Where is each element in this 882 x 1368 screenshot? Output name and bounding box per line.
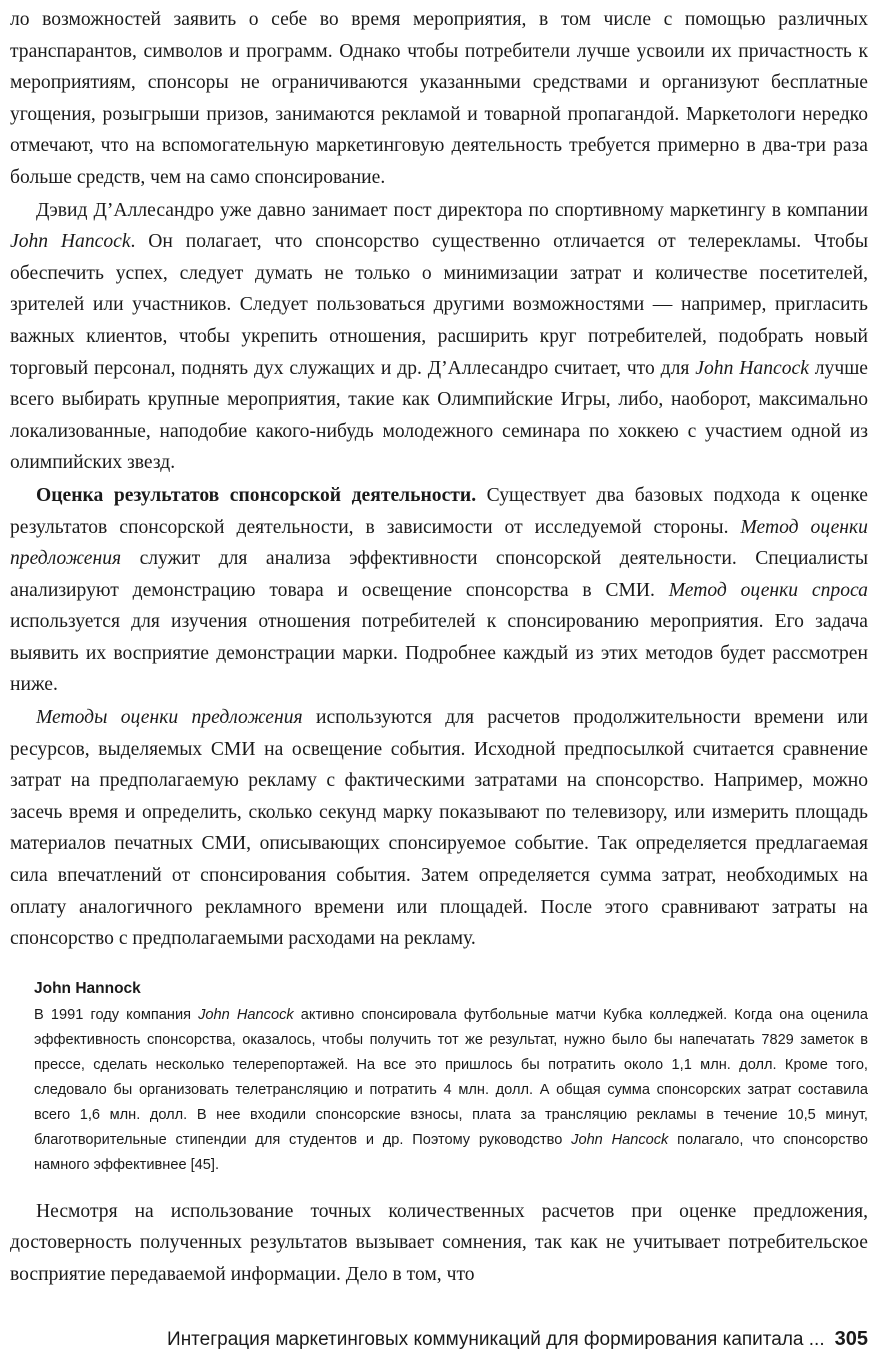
- method-term: Методы оценки предложения: [36, 707, 303, 729]
- company-name: John Hancock: [571, 1131, 669, 1148]
- case-study-title: John Hannock: [34, 979, 141, 997]
- method-term: Метод оценки спроса: [668, 579, 868, 601]
- method-term: Метод оценки предложения: [10, 516, 868, 570]
- company-name: John Hancock: [198, 1006, 294, 1023]
- running-title: Интеграция маркетинговых коммуникаций для формирования капитала ...: [167, 1329, 825, 1350]
- company-name: John Hancock: [10, 231, 131, 253]
- paragraph-dallesandro: Дэвид Д’Аллесандро уже давно занимает пост директора по спортивному маркетингу в компании John Hancock. Он полагает, что спонсорство существенно отличается от телерекламы. Чтобы обеспечить успех, следует думать не только о минимизации затрат и количестве посетителей, зрителей или участников. Следует пользоваться другими возможностями — например, пригласить важных клиентов, чтобы укрепить отношения, расширить круг потребителей, подобрать новый торговый персонал, поднять дух служащих и др. Д’Аллесандро считает, что для John Hancock лучше всего выбирать крупные мероприятия, такие как Олимпийские Игры, либо, наоборот, максимально локализованные, наподобие какого-нибудь молодежного семинара по хоккею с участием одной из олимпийских звезд.: [10, 199, 868, 474]
- paragraph-evaluation: Оценка результатов спонсорской деятельности. Существует два базовых подхода к оценке результатов спонсорской деятельности, в зависимости от исследуемой стороны. Метод оценки предложения служит для анализа эффективности спонсорской деятельности. Специалисты анализируют демонстрацию товара и освещение спонсорства в СМИ. Метод оценки спроса используется для изучения отношения потребителей к спонсированию мероприятия. Его задача выявить их восприятие демонстрации марки. Подробнее каждый из этих методов будет рассмотрен ниже.: [10, 484, 868, 696]
- case-study-text: В 1991 году компания John Hancock активно спонсировала футбольные матчи Кубка колледжей. Когда она оценила эффективность спонсорства, оказалось, чтобы получить тот же результат, нужно было бы напечатать 7829 заметок в прессе, сделать несколько телерепортажей. На все это пришлось бы потратить около 1,1 млн. долл. Кроме того, следовало бы организовать телетрансляцию и потратить 4 млн. долл. А общая сумма спонсорских затрат составила всего 1,6 млн. долл. В нее входили спонсорские взносы, плата за трансляцию рекламы в течение 10,5 минут, благотворительные стипендии для студентов и др. Поэтому руководство John Hancock полагало, что спонсорство намного эффективнее [45].: [34, 1006, 868, 1173]
- paragraph-continuation: ло возможностей заявить о себе во время мероприятия, в том числе с помощью различных транспарантов, символов и программ. Однако чтобы потребители лучше усвоили их причастность к мероприятиям, спонсоры не ограничиваются указанными средствами и организуют бесплатные угощения, розыгрыши призов, занимаются рекламой и товарной пропагандой. Маркетологи нередко отмечают, что на вспомогательную маркетинговую деятельность требуется примерно в два-три раза больше средств, чем на само спонсирование.: [10, 9, 868, 188]
- page-footer: [0, 1326, 868, 1353]
- paragraph-reliability: Несмотря на использование точных количественных расчетов при оценке предложения, достоверность полученных результатов вызывает сомнения, так как не учитывает потребительское восприятие передаваемой информации. Дело в том, что: [10, 1200, 868, 1285]
- run-in-heading: Оценка результатов спонсорской деятельности.: [36, 484, 477, 506]
- paragraph-supply-methods: Методы оценки предложения используются для расчетов продолжительности времени или ресурсов, выделяемых СМИ на освещение события. Исходной предпосылкой считается сравнение затрат на предполагаемую рекламу с фактическими затратами на спонсорство. Например, можно засечь время и определить, сколько секунд марку показывают по телевизору, или измерить площадь материалов печатных СМИ, описывающих спонсируемое событие. Так определяется предлагаемая сила впечатлений от спонсирования события. Затем определяется сумма затрат, необходимых на оплату аналогичного рекламного времени или площадей. После этого сравнивают затраты на спонсорство с предполагаемыми расходами на рекламу.: [10, 707, 868, 950]
- page-number: 305: [834, 1328, 868, 1350]
- company-name: John Hancock: [695, 357, 809, 379]
- case-study-box: [34, 977, 868, 1178]
